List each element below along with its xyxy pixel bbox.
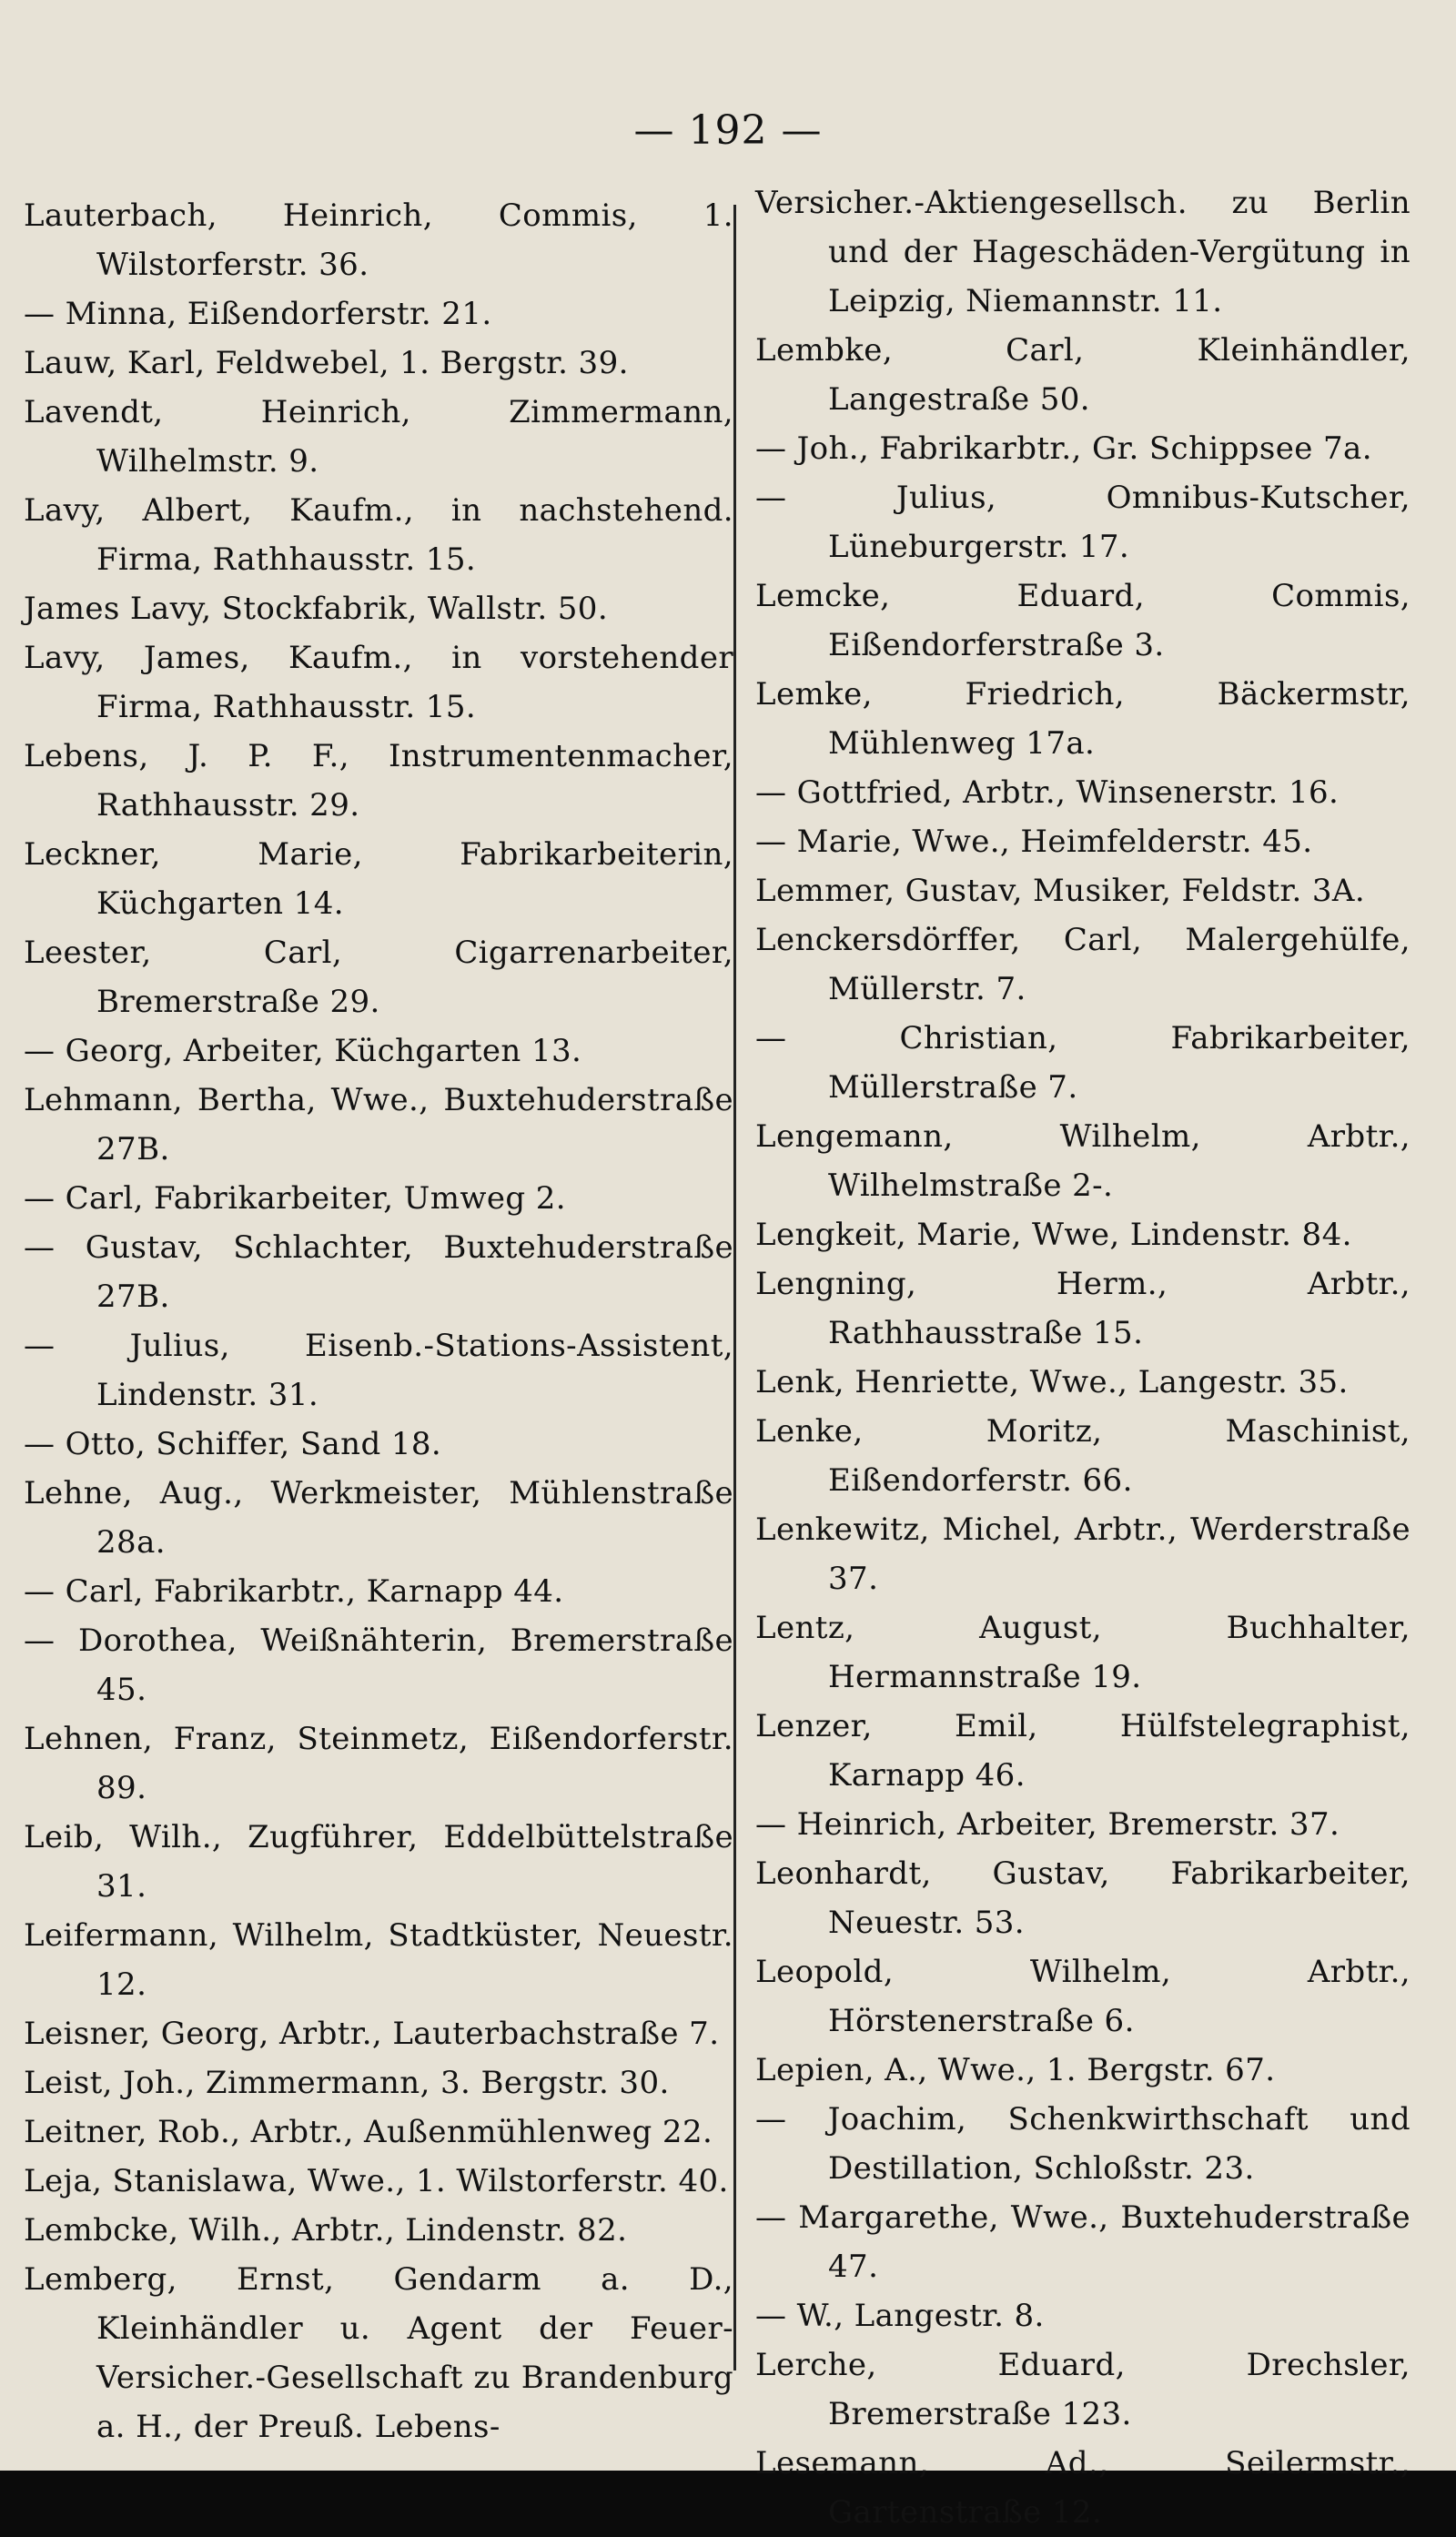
directory-entry: Lembcke, Wilh., Arbtr., Lindenstr. 82.: [24, 2212, 628, 2249]
directory-entry: — Margarethe, Wwe., Buxtehuderstraße 47.: [755, 2199, 1410, 2285]
directory-entry: — Marie, Wwe., Heimfelderstr. 45.: [755, 824, 1313, 860]
directory-entry: Lenke, Moritz, Maschinist, Eißendorferstr. 66.: [755, 1413, 1410, 1499]
directory-entry: Lentz, August, Buchhalter, Hermannstraße 19.: [755, 1610, 1410, 1695]
directory-entry: Leester, Carl, Cigarrenarbeiter, Bremerstraße 29.: [24, 935, 733, 1020]
directory-entry: Lenk, Henriette, Wwe., Langestr. 35.: [755, 1364, 1349, 1400]
directory-entry: Lauw, Karl, Feldwebel, 1. Bergstr. 39.: [24, 345, 629, 381]
directory-entry: Lenkewitz, Michel, Arbtr., Werderstraße 37.: [755, 1511, 1410, 1597]
directory-entry: Lemmer, Gustav, Musiker, Feldstr. 3A.: [755, 873, 1366, 909]
directory-entry: Leib, Wilh., Zugführer, Eddelbüttelstraße 31.: [24, 1819, 733, 1905]
directory-entry: Lauterbach, Heinrich, Commis, 1. Wilstorferstr. 36.: [24, 197, 733, 283]
directory-entry: Leckner, Marie, Fabrikarbeiterin, Küchgarten 14.: [24, 836, 733, 922]
directory-entry: Leifermann, Wilhelm, Stadtküster, Neuestr. 12.: [24, 1917, 733, 2003]
directory-entry: James Lavy, Stockfabrik, Wallstr. 50.: [24, 591, 609, 627]
directory-entry: Lenckersdörffer, Carl, Malergehülfe, Müllerstr. 7.: [755, 922, 1410, 1007]
directory-entry: — Christian, Fabrikarbeiter, Müllerstraße 7.: [755, 1020, 1410, 1106]
left-column: [24, 191, 733, 2451]
directory-entry: Lavy, Albert, Kaufm., in nachstehend. Firma, Rathhausstr. 15.: [24, 492, 733, 578]
right-column: [755, 178, 1410, 2537]
page-number: — 192 —: [633, 107, 823, 154]
directory-entry: — Gustav, Schlachter, Buxtehuderstraße 27B.: [24, 1229, 733, 1315]
directory-entry: Leisner, Georg, Arbtr., Lauterbachstraße 7.: [24, 2016, 720, 2052]
directory-entry: — Carl, Fabrikarbeiter, Umweg 2.: [24, 1180, 567, 1217]
directory-entry: — Minna, Eißendorferstr. 21.: [24, 296, 492, 332]
directory-entry: Lemke, Friedrich, Bäckermstr, Mühlenweg 17a.: [755, 676, 1410, 762]
directory-entry: Leist, Joh., Zimmermann, 3. Bergstr. 30.: [24, 2065, 670, 2101]
directory-entry: Lebens, J. P. F., Instrumentenmacher, Rathhausstr. 29.: [24, 738, 733, 824]
directory-entry: Leja, Stanislawa, Wwe., 1. Wilstorferstr. 40.: [24, 2163, 729, 2199]
directory-entry: — Julius, Eisenb.-Stations-Assistent, Lindenstr. 31.: [24, 1328, 733, 1413]
directory-entry: Lesemann, Ad., Seilermstr., Gartenstraße 12.: [755, 2445, 1410, 2531]
directory-entry: Leopold, Wilhelm, Arbtr., Hörstenerstraße 6.: [755, 1954, 1410, 2039]
directory-entry: Lehmann, Bertha, Wwe., Buxtehuderstraße 27B.: [24, 1082, 733, 1167]
directory-entry: Lehne, Aug., Werkmeister, Mühlenstraße 28a.: [24, 1475, 733, 1561]
directory-entry: Lehnen, Franz, Steinmetz, Eißendorferstr. 89.: [24, 1721, 733, 1806]
directory-entry: — Joh., Fabrikarbtr., Gr. Schippsee 7a.: [755, 430, 1372, 467]
directory-entry: Lerche, Eduard, Drechsler, Bremerstraße 123.: [755, 2347, 1410, 2432]
directory-entry: Versicher.-Aktiengesellsch. zu Berlin und der Hageschäden-Vergütung in Leipzig, Niemannstr. 11.: [755, 185, 1410, 319]
directory-entry: Lavendt, Heinrich, Zimmermann, Wilhelmstr. 9.: [24, 394, 733, 480]
directory-entry: Lavy, James, Kaufm., in vorstehender Firma, Rathhausstr. 15.: [24, 640, 733, 725]
directory-entry: Leonhardt, Gustav, Fabrikarbeiter, Neuestr. 53.: [755, 1855, 1410, 1941]
directory-entry: — Georg, Arbeiter, Küchgarten 13.: [24, 1033, 582, 1069]
directory-entry: Lengning, Herm., Arbtr., Rathhausstraße 15.: [755, 1266, 1410, 1351]
directory-entry: Lenzer, Emil, Hülfstelegraphist, Karnapp 46.: [755, 1708, 1410, 1794]
directory-entry: Lemcke, Eduard, Commis, Eißendorferstraße 3.: [755, 578, 1410, 663]
directory-entry: — Dorothea, Weißnähterin, Bremerstraße 45.: [24, 1622, 733, 1708]
directory-entry: — Gottfried, Arbtr., Winsenerstr. 16.: [755, 774, 1340, 811]
directory-entry: — Otto, Schiffer, Sand 18.: [24, 1426, 442, 1462]
directory-entry: Lepien, A., Wwe., 1. Bergstr. 67.: [755, 2052, 1276, 2088]
directory-entry: — Heinrich, Arbeiter, Bremerstr. 37.: [755, 1806, 1340, 1843]
directory-entry: — W., Langestr. 8.: [755, 2298, 1045, 2334]
column-divider: [733, 205, 736, 2370]
directory-entry: Lengkeit, Marie, Wwe, Lindenstr. 84.: [755, 1217, 1352, 1253]
directory-entry: — Carl, Fabrikarbtr., Karnapp 44.: [24, 1573, 564, 1610]
directory-entry: — Julius, Omnibus-Kutscher, Lüneburgerstr. 17.: [755, 480, 1410, 565]
directory-entry: Lemberg, Ernst, Gendarm a. D., Kleinhändler u. Agent der Feuer-Versicher.-Gesellschaft zu Brandenburg a. H., der Preuß. Lebens-: [24, 2261, 733, 2445]
directory-entry: — Joachim, Schenkwirthschaft und Destillation, Schloßstr. 23.: [755, 2101, 1410, 2187]
directory-entry: Lembke, Carl, Kleinhändler, Langestraße 50.: [755, 332, 1410, 418]
directory-entry: Lengemann, Wilhelm, Arbtr., Wilhelmstraße 2-.: [755, 1118, 1410, 1204]
directory-entry: Leitner, Rob., Arbtr., Außenmühlenweg 22.: [24, 2114, 713, 2150]
